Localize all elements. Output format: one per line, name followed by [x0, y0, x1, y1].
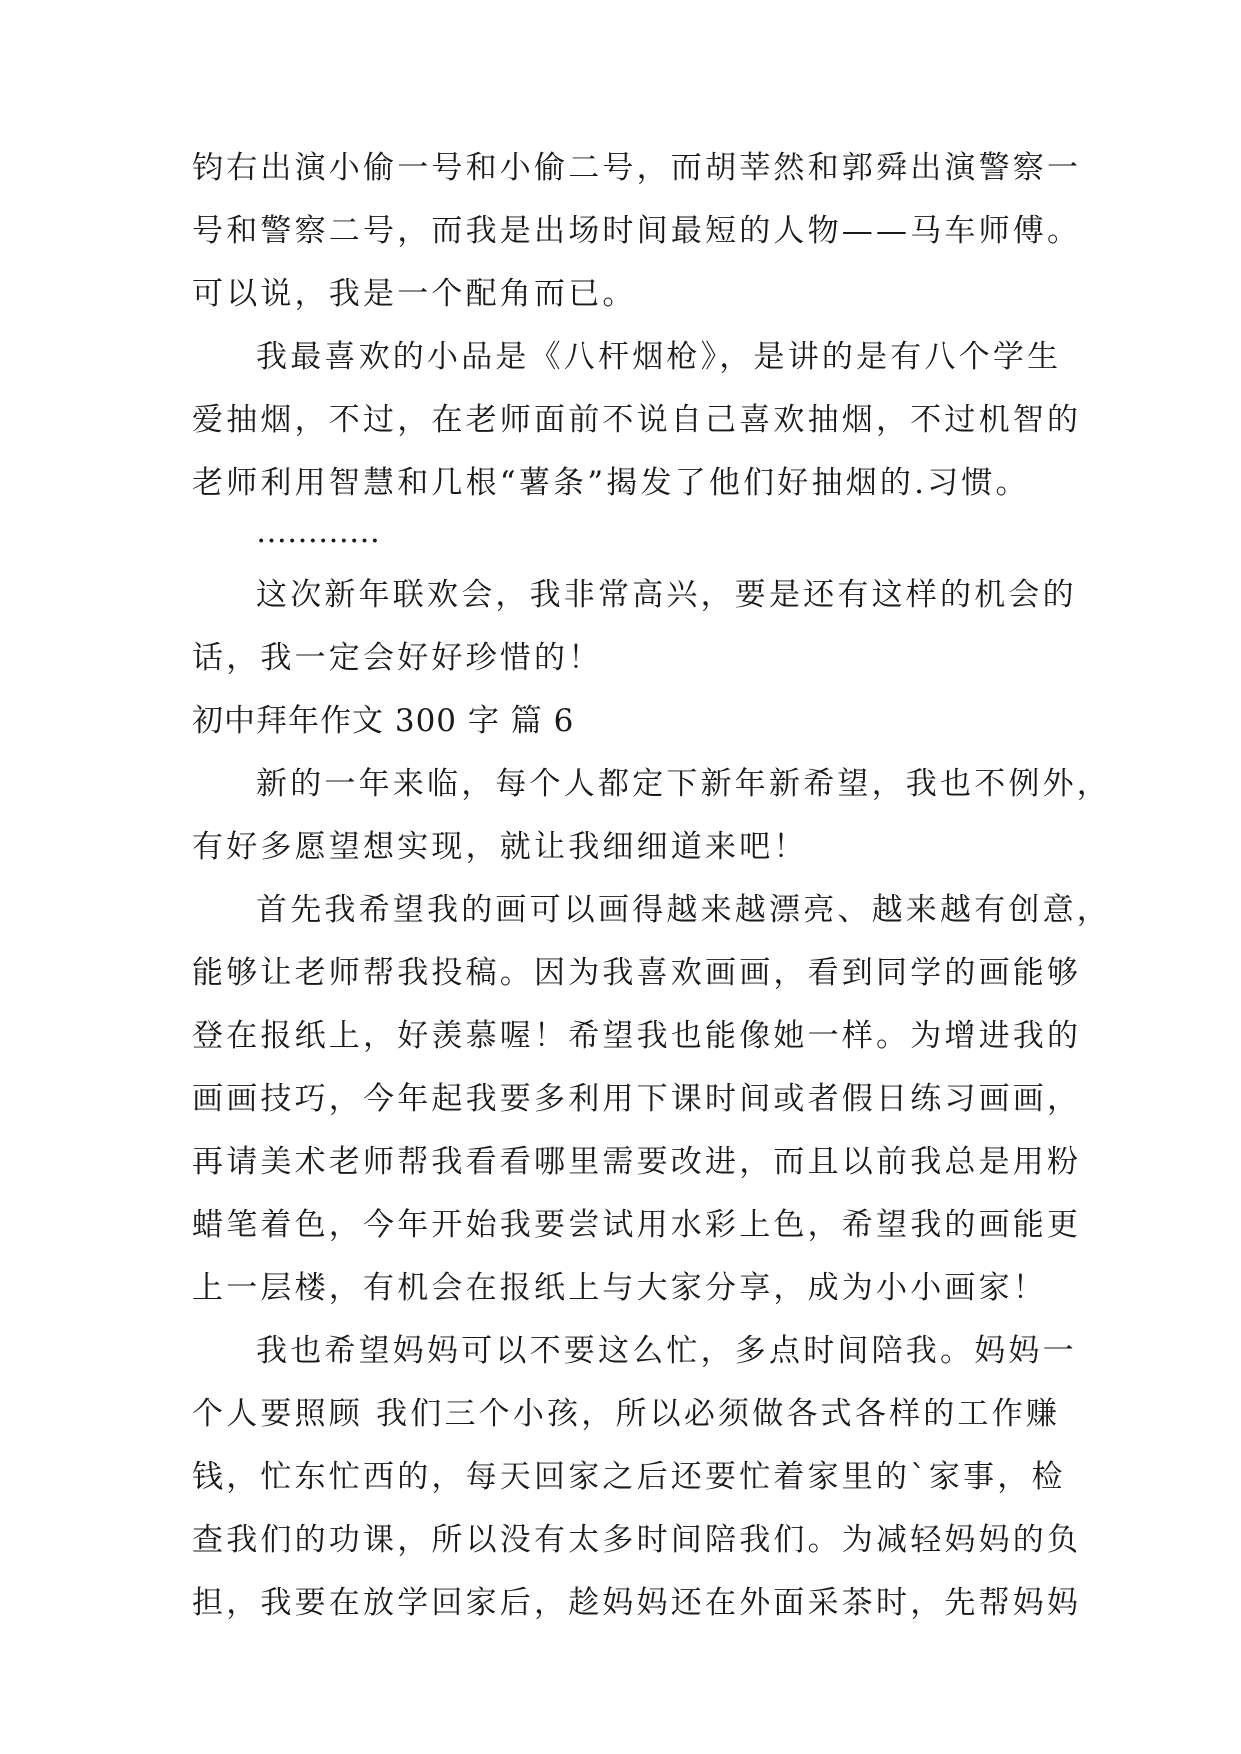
text-line: 再请美术老师帮我看看哪里需要改进，而且以前我总是用粉	[192, 1144, 1082, 1180]
paragraph-start: 我最喜欢的小品是《八杆烟枪》，是讲的是有八个学生	[256, 339, 1062, 375]
text-line: 可以说，我是一个配角而已。	[192, 276, 637, 312]
text-line: 爱抽烟，不过，在老师面前不说自己喜欢抽烟，不过机智的	[192, 402, 1082, 438]
text-line: 号和警察二号，而我是出场时间最短的人物——马车师傅。	[192, 213, 1082, 249]
paragraph-start: 首先我希望我的画可以画得越来越漂亮、越来越有创意，	[256, 892, 1111, 928]
text-line: 钱，忙东忙西的，每天回家之后还要忙着家里的`家事，检	[192, 1459, 1066, 1495]
text-line: 画画技巧，今年起我要多利用下课时间或者假日练习画画，	[192, 1081, 1082, 1117]
paragraph-start: 这次新年联欢会，我非常高兴，要是还有这样的机会的	[256, 577, 1077, 613]
text-line: 能够让老师帮我投稿。因为我喜欢画画，看到同学的画能够	[192, 955, 1082, 991]
text-line: 有好多愿望想实现，就让我细细道来吧！	[192, 829, 808, 865]
text-line: 查我们的功课，所以没有太多时间陪我们。为减轻妈妈的负	[192, 1522, 1082, 1558]
text-line: 老师利用智慧和几根“薯条”揭发了他们好抽烟的.习惯。	[192, 465, 1030, 501]
text-line: 担，我要在放学回家后，趁妈妈还在外面采茶时，先帮妈妈	[192, 1585, 1082, 1621]
section-heading: 初中拜年作文 300 字 篇 6	[192, 703, 575, 739]
paragraph-start: 新的一年来临，每个人都定下新年新希望，我也不例外，	[256, 766, 1111, 802]
paragraph-start: 我也希望妈妈可以不要这么忙，多点时间陪我。妈妈一	[256, 1333, 1077, 1369]
ellipsis-line: …………	[256, 514, 380, 550]
text-line: 上一层楼，有机会在报纸上与大家分享，成为小小画家！	[192, 1270, 1047, 1306]
text-line: 登在报纸上，好羡慕喔！希望我也能像她一样。为增进我的	[192, 1018, 1082, 1054]
text-line: 钧右出演小偷一号和小偷二号，而胡莘然和郭舜出演警察一	[192, 150, 1082, 186]
text-line: 个人要照顾 我们三个小孩，所以必须做各式各样的工作赚	[192, 1396, 1061, 1432]
text-line: 蜡笔着色，今年开始我要尝试用水彩上色，希望我的画能更	[192, 1207, 1082, 1243]
text-line: 话，我一定会好好珍惜的！	[192, 640, 603, 676]
